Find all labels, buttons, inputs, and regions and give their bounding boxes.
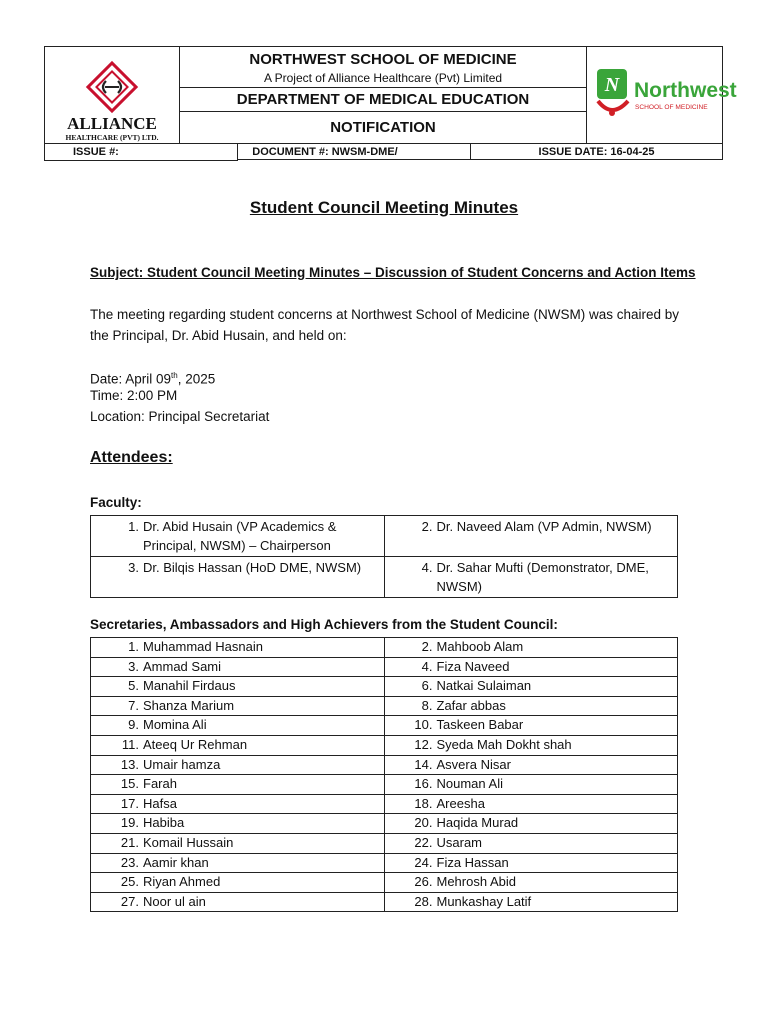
council-cell: 21. Komail Hussain (91, 833, 385, 853)
council-cell: 15. Farah (91, 775, 385, 795)
school-name: NORTHWEST SCHOOL OF MEDICINE (249, 51, 517, 68)
faculty-table (90, 515, 678, 598)
department-name: DEPARTMENT OF MEDICAL EDUCATION (236, 90, 530, 108)
council-table (90, 637, 678, 912)
council-cell: 16. Nouman Ali (384, 775, 678, 795)
table-row (91, 873, 678, 893)
council-cell: 7. Shanza Marium (91, 696, 385, 716)
table-row (91, 892, 678, 912)
table-row (91, 735, 678, 755)
project-line: A Project of Alliance Healthcare (Pvt) Limited (263, 71, 503, 85)
council-cell: 9. Momina Ali (91, 716, 385, 736)
document-number: DOCUMENT #: NWSM-DME/ (180, 144, 471, 160)
school-title-cell (180, 47, 587, 88)
table-row (91, 638, 678, 658)
council-cell: 22. Usaram (384, 833, 678, 853)
council-cell: 4. Fiza Naveed (384, 657, 678, 677)
table-row (91, 557, 678, 598)
northwest-logo (592, 53, 737, 133)
table-row (91, 794, 678, 814)
council-cell: 26. Mehrosh Abid (384, 873, 678, 893)
council-cell: 11. Ateeq Ur Rehman (91, 735, 385, 755)
faculty-cell: 3. Dr. Bilqis Hassan (HoD DME, NWSM) (91, 557, 385, 598)
faculty-cell: 2. Dr. Naveed Alam (VP Admin, NWSM) (384, 516, 678, 557)
council-cell: 2. Mahboob Alam (384, 638, 678, 658)
council-cell: 27. Noor ul ain (91, 892, 385, 912)
council-cell: 6. Natkai Sulaiman (384, 677, 678, 697)
notification-label: NOTIFICATION (330, 118, 436, 136)
table-row (91, 755, 678, 775)
council-cell: 25. Riyan Ahmed (91, 873, 385, 893)
council-cell: 23. Aamir khan (91, 853, 385, 873)
table-row (91, 853, 678, 873)
northwest-logo-subtext: SCHOOL OF MEDICINE (634, 103, 708, 111)
council-cell: 1. Muhammad Hasnain (91, 638, 385, 658)
alliance-logo-text: ALLIANCE (67, 113, 157, 133)
issue-date: ISSUE DATE: 16-04-25 (471, 144, 723, 160)
table-row (91, 814, 678, 834)
department-cell (180, 88, 587, 112)
council-heading: Secretaries, Ambassadors and High Achievers from the Student Council: (90, 617, 558, 632)
table-row (91, 516, 678, 557)
notification-cell (180, 112, 587, 144)
council-cell: 20. Haqida Murad (384, 814, 678, 834)
council-cell: 18. Areesha (384, 794, 678, 814)
alliance-logo-subtext: HEALTHCARE (PVT) LTD. (65, 132, 159, 142)
council-cell: 13. Umair hamza (91, 755, 385, 775)
council-cell: 14. Asvera Nisar (384, 755, 678, 775)
council-cell: 17. Hafsa (91, 794, 385, 814)
northwest-logo-text: Northwest (633, 78, 737, 102)
council-cell: 19. Habiba (91, 814, 385, 834)
meeting-date: Date: April 09th, 2025 (90, 371, 216, 387)
document-title: Student Council Meeting Minutes (249, 198, 519, 217)
table-row (91, 696, 678, 716)
faculty-cell: 4. Dr. Sahar Mufti (Demonstrator, DME, NWSM) (384, 557, 678, 598)
meeting-time: Time: 2:00 PM (90, 388, 178, 403)
svg-text:N: N (604, 73, 619, 96)
intro-paragraph: The meeting regarding student concerns at Northwest School of Medicine (NWSM) was chaired by the Principal, Dr. Abid Husain, and held on: (90, 307, 680, 343)
subject-line: Subject: Student Council Meeting Minutes – Discussion of Student Concerns and Action Items (90, 265, 696, 280)
faculty-cell: 1. Dr. Abid Husain (VP Academics & Principal, NWSM) – Chairperson (91, 516, 385, 557)
table-row (91, 716, 678, 736)
issue-number: ISSUE #: (44, 143, 238, 161)
council-cell: 5. Manahil Firdaus (91, 677, 385, 697)
northwest-logo-cell (587, 47, 737, 144)
faculty-heading: Faculty: (90, 495, 142, 510)
table-row (91, 657, 678, 677)
council-cell: 3. Ammad Sami (91, 657, 385, 677)
council-cell: 10. Taskeen Babar (384, 716, 678, 736)
council-cell: 12. Syeda Mah Dokht shah (384, 735, 678, 755)
council-cell: 8. Zafar abbas (384, 696, 678, 716)
council-cell: 24. Fiza Hassan (384, 853, 678, 873)
council-cell: 28. Munkashay Latif (384, 892, 678, 912)
alliance-logo (50, 59, 174, 143)
attendees-heading: Attendees: (90, 449, 173, 466)
table-row (91, 833, 678, 853)
table-row (91, 677, 678, 697)
table-row (91, 775, 678, 795)
meeting-location: Location: Principal Secretariat (90, 409, 270, 424)
